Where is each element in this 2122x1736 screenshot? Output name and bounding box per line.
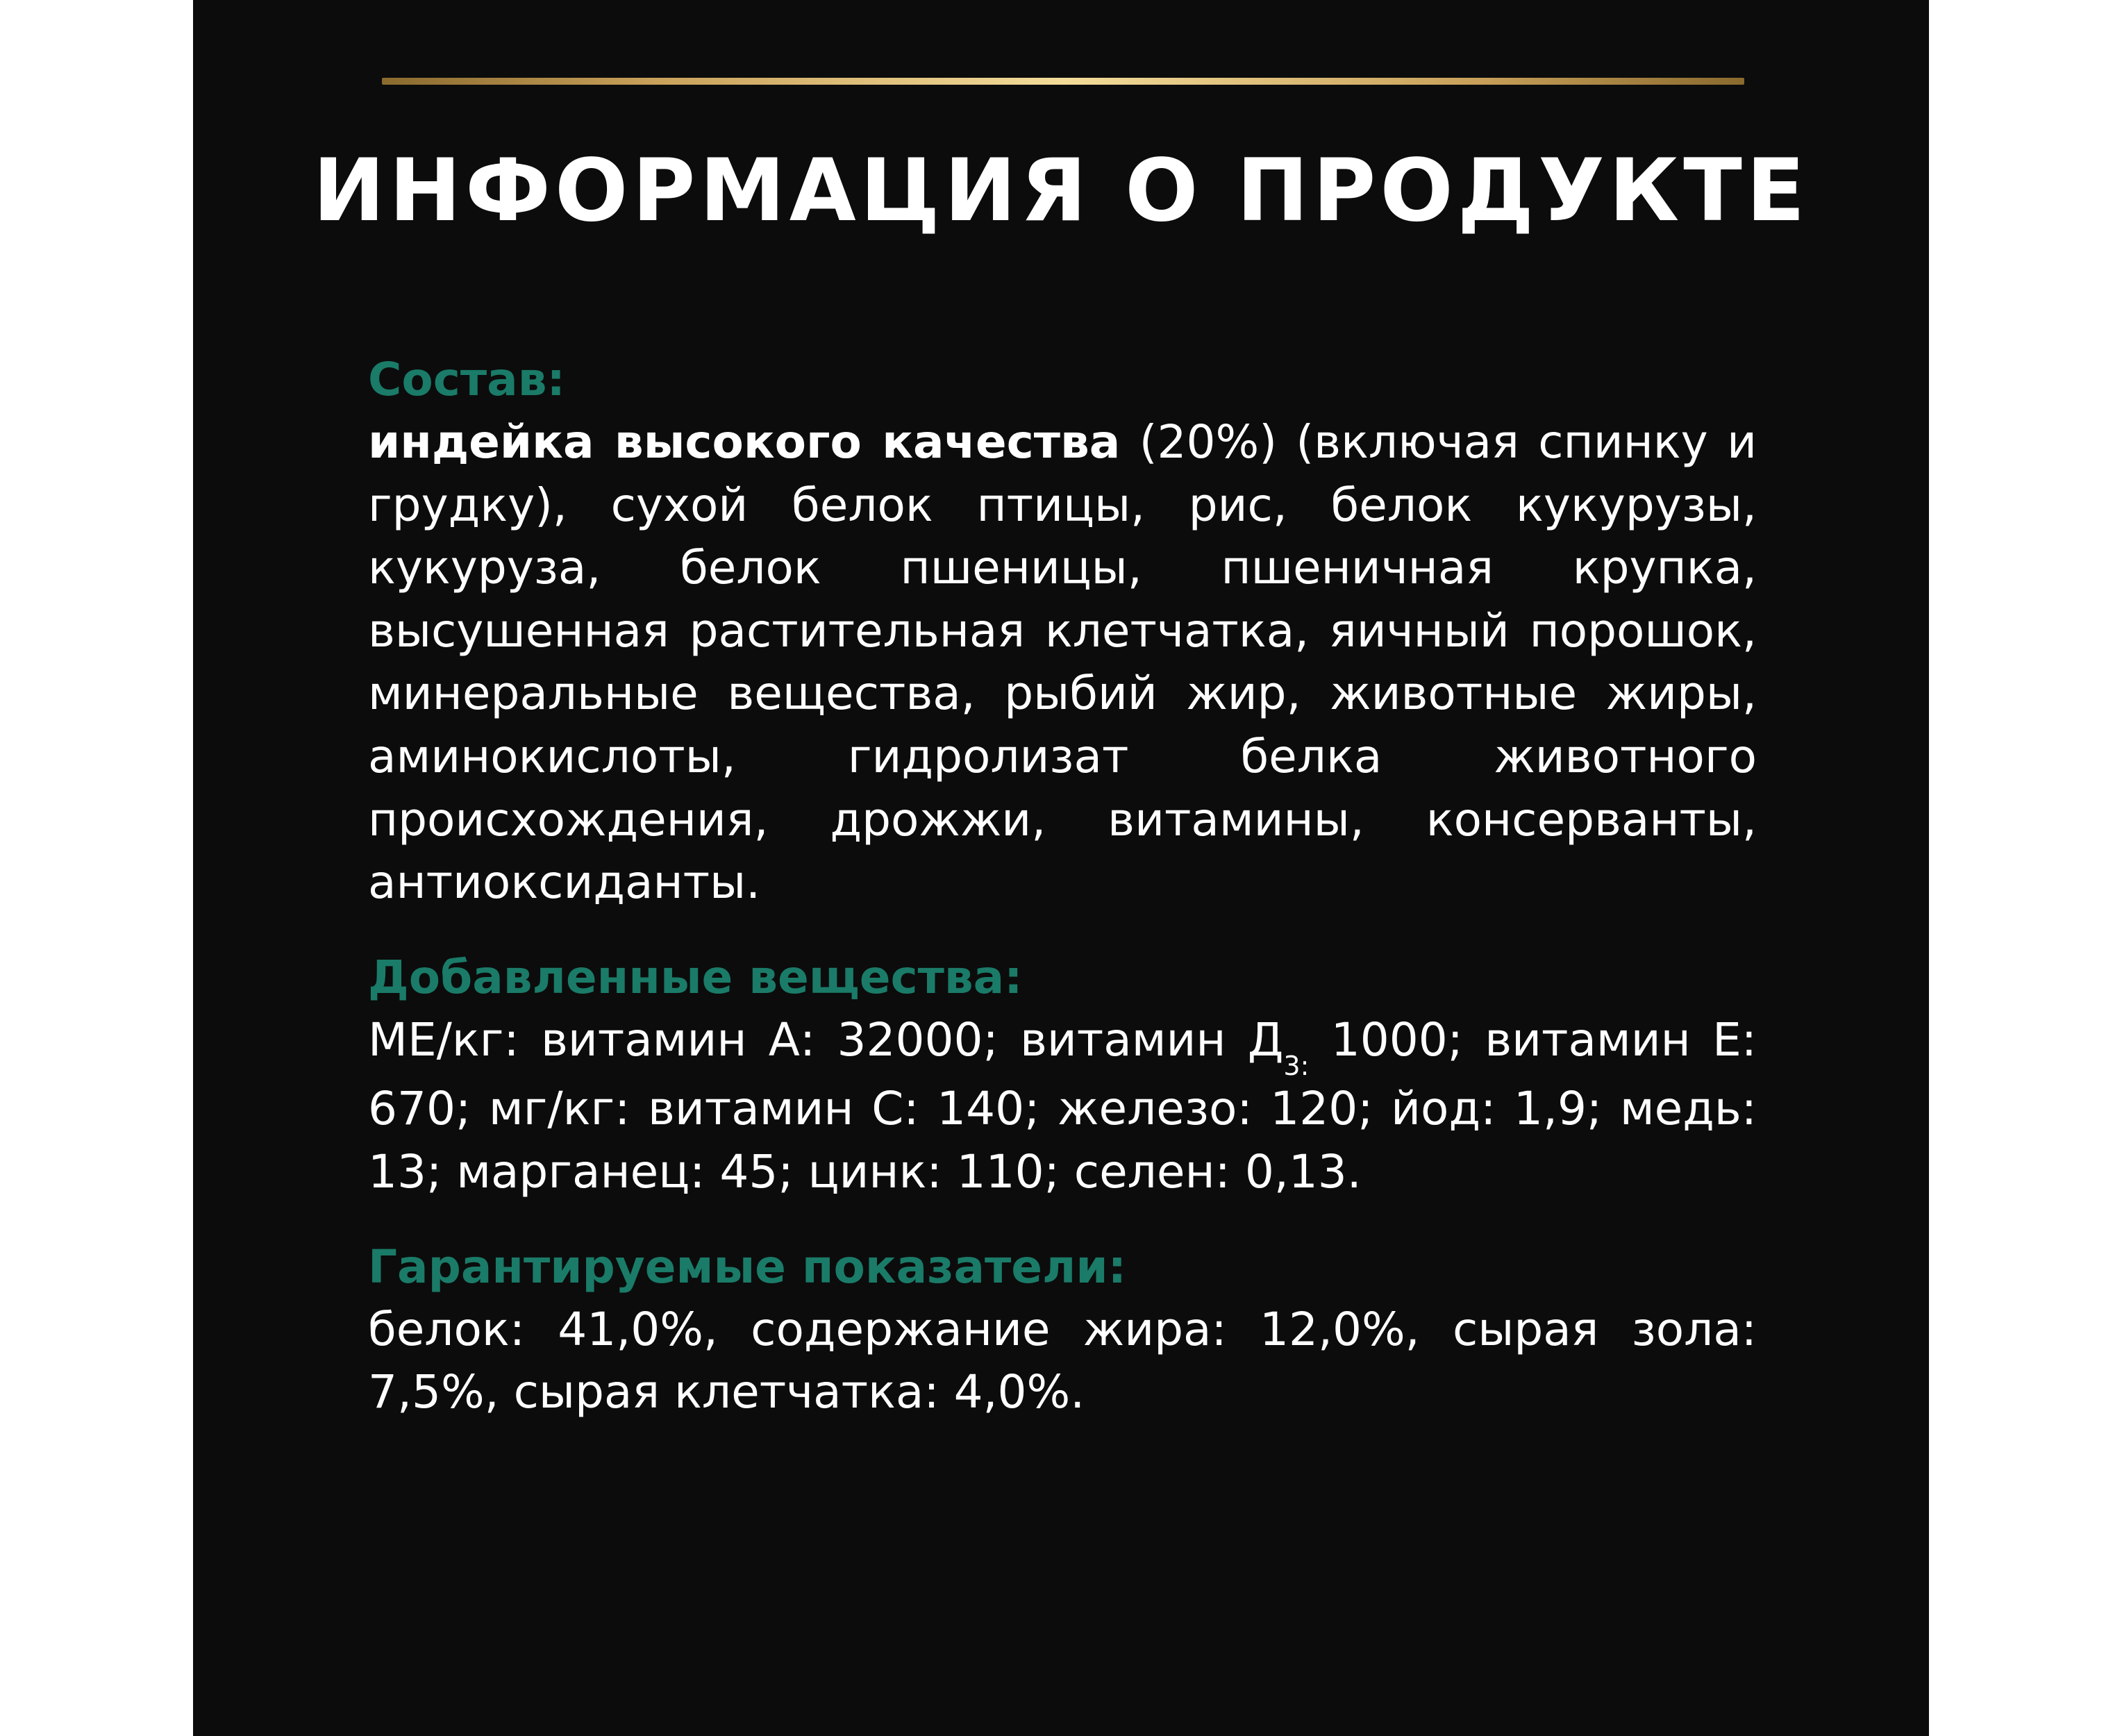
additives-part1: МЕ/кг: витамин А: 32000; витамин Д	[368, 1012, 1284, 1067]
composition-text	[368, 411, 1757, 915]
composition-bold: индейка высокого качества	[368, 415, 1121, 469]
page-title: ИНФОРМАЦИЯ О ПРОДУКТЕ	[312, 141, 1810, 241]
composition-heading: Состав:	[368, 353, 565, 406]
additives-part2: 1000; витамин Е: 670; мг/кг: витамин С: 140; железо: 120; йод: 1,9; медь: 13; марганец: 45; цинк: 110; селен: 0,13.	[368, 1012, 1757, 1199]
additives-subscript: 3:	[1283, 1050, 1310, 1081]
composition-rest: (20%) (включая спинку и грудку), сухой белок птицы, рис, белок кукурузы, кукуруза, белок пшеницы, пшеничная крупка, высушенная растительная клетчатка, яичный порошок, минеральные вещества, рыбий жир, животные жиры, аминокислоты, гидролизат белка животного происхождения, дрожжи, витамины, консерванты, антиоксиданты.	[368, 415, 1757, 910]
additives-heading: Добавленные вещества:	[368, 950, 1023, 1004]
info-panel	[193, 0, 1929, 1736]
guaranteed-text: белок: 41,0%, содержание жира: 12,0%, сырая зола: 7,5%, сырая клетчатка: 4,0%.	[368, 1302, 1757, 1419]
additives-text	[368, 1009, 1757, 1204]
guaranteed-heading: Гарантируемые показатели:	[368, 1240, 1127, 1294]
gold-divider	[382, 78, 1744, 85]
content-block	[368, 349, 1757, 1424]
